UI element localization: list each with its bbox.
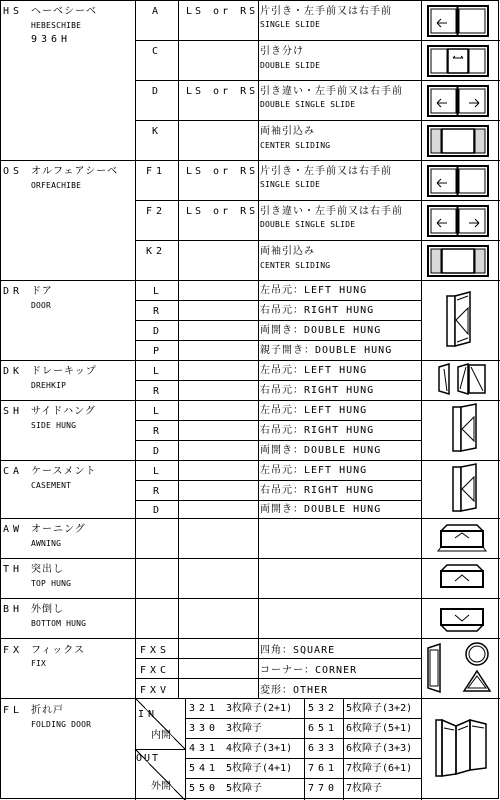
group-name-jp-sh: サイドハング [31,406,96,417]
sub-code: F2 [146,206,167,217]
sub-code: R [153,486,164,497]
row-desc: 左吊元：LEFT HUNG [260,465,368,476]
option-text: LS or RS [186,206,259,217]
fix-shapes-icon [424,640,498,696]
group-name-en-bh: BOTTOM HUNG [31,619,87,628]
group-code-fl: FL [3,705,24,716]
group-name-en-dk: DREHKIP [31,381,67,390]
group-name-jp-dr: ドア [31,286,53,297]
sub-code: FXV [140,685,171,696]
single-slide-icon [427,165,489,197]
row-name-jp: 両袖引込み [260,246,315,257]
fl-desc: 4枚障子(3+1) [226,743,293,754]
sub-code: A [152,6,163,17]
casement-icon [450,463,480,515]
fl-desc: 5枚障子 [226,783,263,794]
drehkip-icon [436,363,488,397]
group-code-hs: HS [3,6,24,17]
awning-icon [437,523,487,553]
center-sliding-icon [427,245,489,277]
group-name-en-ca: CASEMENT [31,481,72,490]
sub-code: D [153,446,164,457]
sub-code: FXC [140,665,171,676]
row-desc: 右吊元：RIGHT HUNG [260,425,375,436]
row-desc: 両開き：DOUBLE HUNG [260,445,382,456]
in-label: IN [138,709,159,720]
fl-desc: 3枚障子(2+1) [226,703,293,714]
sub-code: R [153,306,164,317]
group-code-os: OS [3,166,24,177]
fl-desc: 6枚障子(5+1) [346,723,413,734]
group-code-bh: BH [3,604,24,615]
sub-code: R [153,386,164,397]
group-name-jp-dk: ドレーキップ [31,366,97,377]
row-desc: 右吊元：RIGHT HUNG [260,385,375,396]
folding-door-icon [434,716,490,780]
row-name-en: SINGLE SLIDE [260,180,321,189]
sub-code: L [153,366,164,377]
row-desc: 左吊元：LEFT HUNG [260,365,368,376]
sub-code: D [153,505,164,516]
sub-code: K2 [146,246,167,257]
door-icon [444,290,474,350]
row-name-en: SINGLE SLIDE [260,20,321,29]
sub-code: L [153,286,164,297]
group-name-en-os: ORFEACHIBE [31,181,82,190]
group-name-jp-th: 突出し [31,564,64,575]
row-name-jp: 片引き・左手前又は右手前 [260,166,392,177]
row-name-jp: 引き違い・左手前又は右手前 [260,206,403,217]
fl-code: 532 [308,703,339,714]
group-name-en-dr: DOOR [31,301,52,310]
group-name-jp-fl: 折れ戸 [31,705,64,716]
sub-code: FXS [140,645,171,656]
group-name-en-hs: HEBESCHIBE [31,21,82,30]
sub-code: R [153,426,164,437]
group-code-aw: AW [3,524,24,535]
row-desc: 右吊元：RIGHT HUNG [260,305,375,316]
option-text: LS or RS [186,86,259,97]
fl-code: 541 [189,763,220,774]
row-desc: 左吊元：LEFT HUNG [260,285,368,296]
double-slide-icon [427,45,489,77]
fl-code: 761 [308,763,339,774]
row-name-en: CENTER SLIDING [260,141,331,150]
row-name-jp: 両袖引込み [260,126,315,137]
fl-code: 321 [189,703,220,714]
group-code-fx: FX [3,645,24,656]
fl-code: 651 [308,723,339,734]
row-name-jp: 引き分け [260,46,304,57]
row-name-en: DOUBLE SINGLE SLIDE [260,100,356,109]
fl-code: 770 [308,783,339,794]
row-desc: コーナー：CORNER [260,665,358,676]
sub-code: D [152,86,163,97]
group-code-ca: CA [3,466,24,477]
fl-desc: 7枚障子(6+1) [346,763,413,774]
sub-code: P [153,346,164,357]
double-single-slide-icon [427,85,489,117]
fl-desc: 3枚障子 [226,723,263,734]
option-text: LS or RS [186,166,259,177]
group-name-en-fl: FOLDING DOOR [31,720,92,729]
group-name-jp-ca: ケースメント [31,466,97,477]
group-name-en-aw: AWNING [31,539,62,548]
option-text: LS or RS [186,6,259,17]
single-slide-icon [427,5,489,37]
fl-code: 330 [189,723,220,734]
sub-code: L [153,406,164,417]
group-code-dk: DK [3,366,24,377]
row-name-jp: 片引き・左手前又は右手前 [260,6,392,17]
fl-desc: 5枚障子(4+1) [226,763,293,774]
row-desc: 左吊元：LEFT HUNG [260,405,368,416]
bottom-hung-icon [437,603,487,633]
fl-code: 633 [308,743,339,754]
row-desc: 親子開き：DOUBLE HUNG [260,345,393,356]
group-name-jp-fx: フィックス [31,645,86,656]
group-name-en-th: TOP HUNG [31,579,72,588]
row-desc: 右吊元：RIGHT HUNG [260,485,375,496]
sub-code: F1 [146,166,167,177]
side-hung-icon [450,403,480,455]
row-name-en: DOUBLE SINGLE SLIDE [260,220,356,229]
group-name-jp-bh: 外倒し [31,604,64,615]
fl-desc: 6枚障子(3+3) [346,743,413,754]
row-desc: 四角：SQUARE [260,645,336,656]
in-jp-label: 内開 [151,730,171,741]
sub-code: C [152,46,163,57]
group-sub-hs: 936H [31,34,72,45]
group-code-th: TH [3,564,24,575]
group-name-en-fx: FIX [31,659,47,668]
center-sliding-icon [427,125,489,157]
top-hung-icon [437,563,487,593]
sub-code: D [153,326,164,337]
double-single-slide-icon [427,205,489,237]
group-name-jp-aw: オーニング [31,524,86,535]
row-name-jp: 引き違い・左手前又は右手前 [260,86,403,97]
row-desc: 両開き：DOUBLE HUNG [260,325,382,336]
out-jp-label: 外開 [151,781,171,792]
fl-desc: 7枚障子 [346,783,383,794]
fl-desc: 5枚障子(3+2) [346,703,413,714]
sub-code: K [152,126,163,137]
row-desc: 変形：OTHER [260,685,329,696]
group-name-en-sh: SIDE HUNG [31,421,77,430]
group-code-dr: DR [3,286,24,297]
out-label: OUT [136,753,161,764]
row-name-en: CENTER SLIDING [260,261,331,270]
group-code-sh: SH [3,406,24,417]
fl-code: 431 [189,743,220,754]
group-name-jp-os: オルフェアシーベ [31,166,119,177]
sub-code: L [153,466,164,477]
row-desc: 両開き：DOUBLE HUNG [260,504,382,515]
group-name-jp-hs: ヘーベシーベ [31,6,97,17]
fl-code: 550 [189,783,220,794]
row-name-en: DOUBLE SLIDE [260,61,321,70]
